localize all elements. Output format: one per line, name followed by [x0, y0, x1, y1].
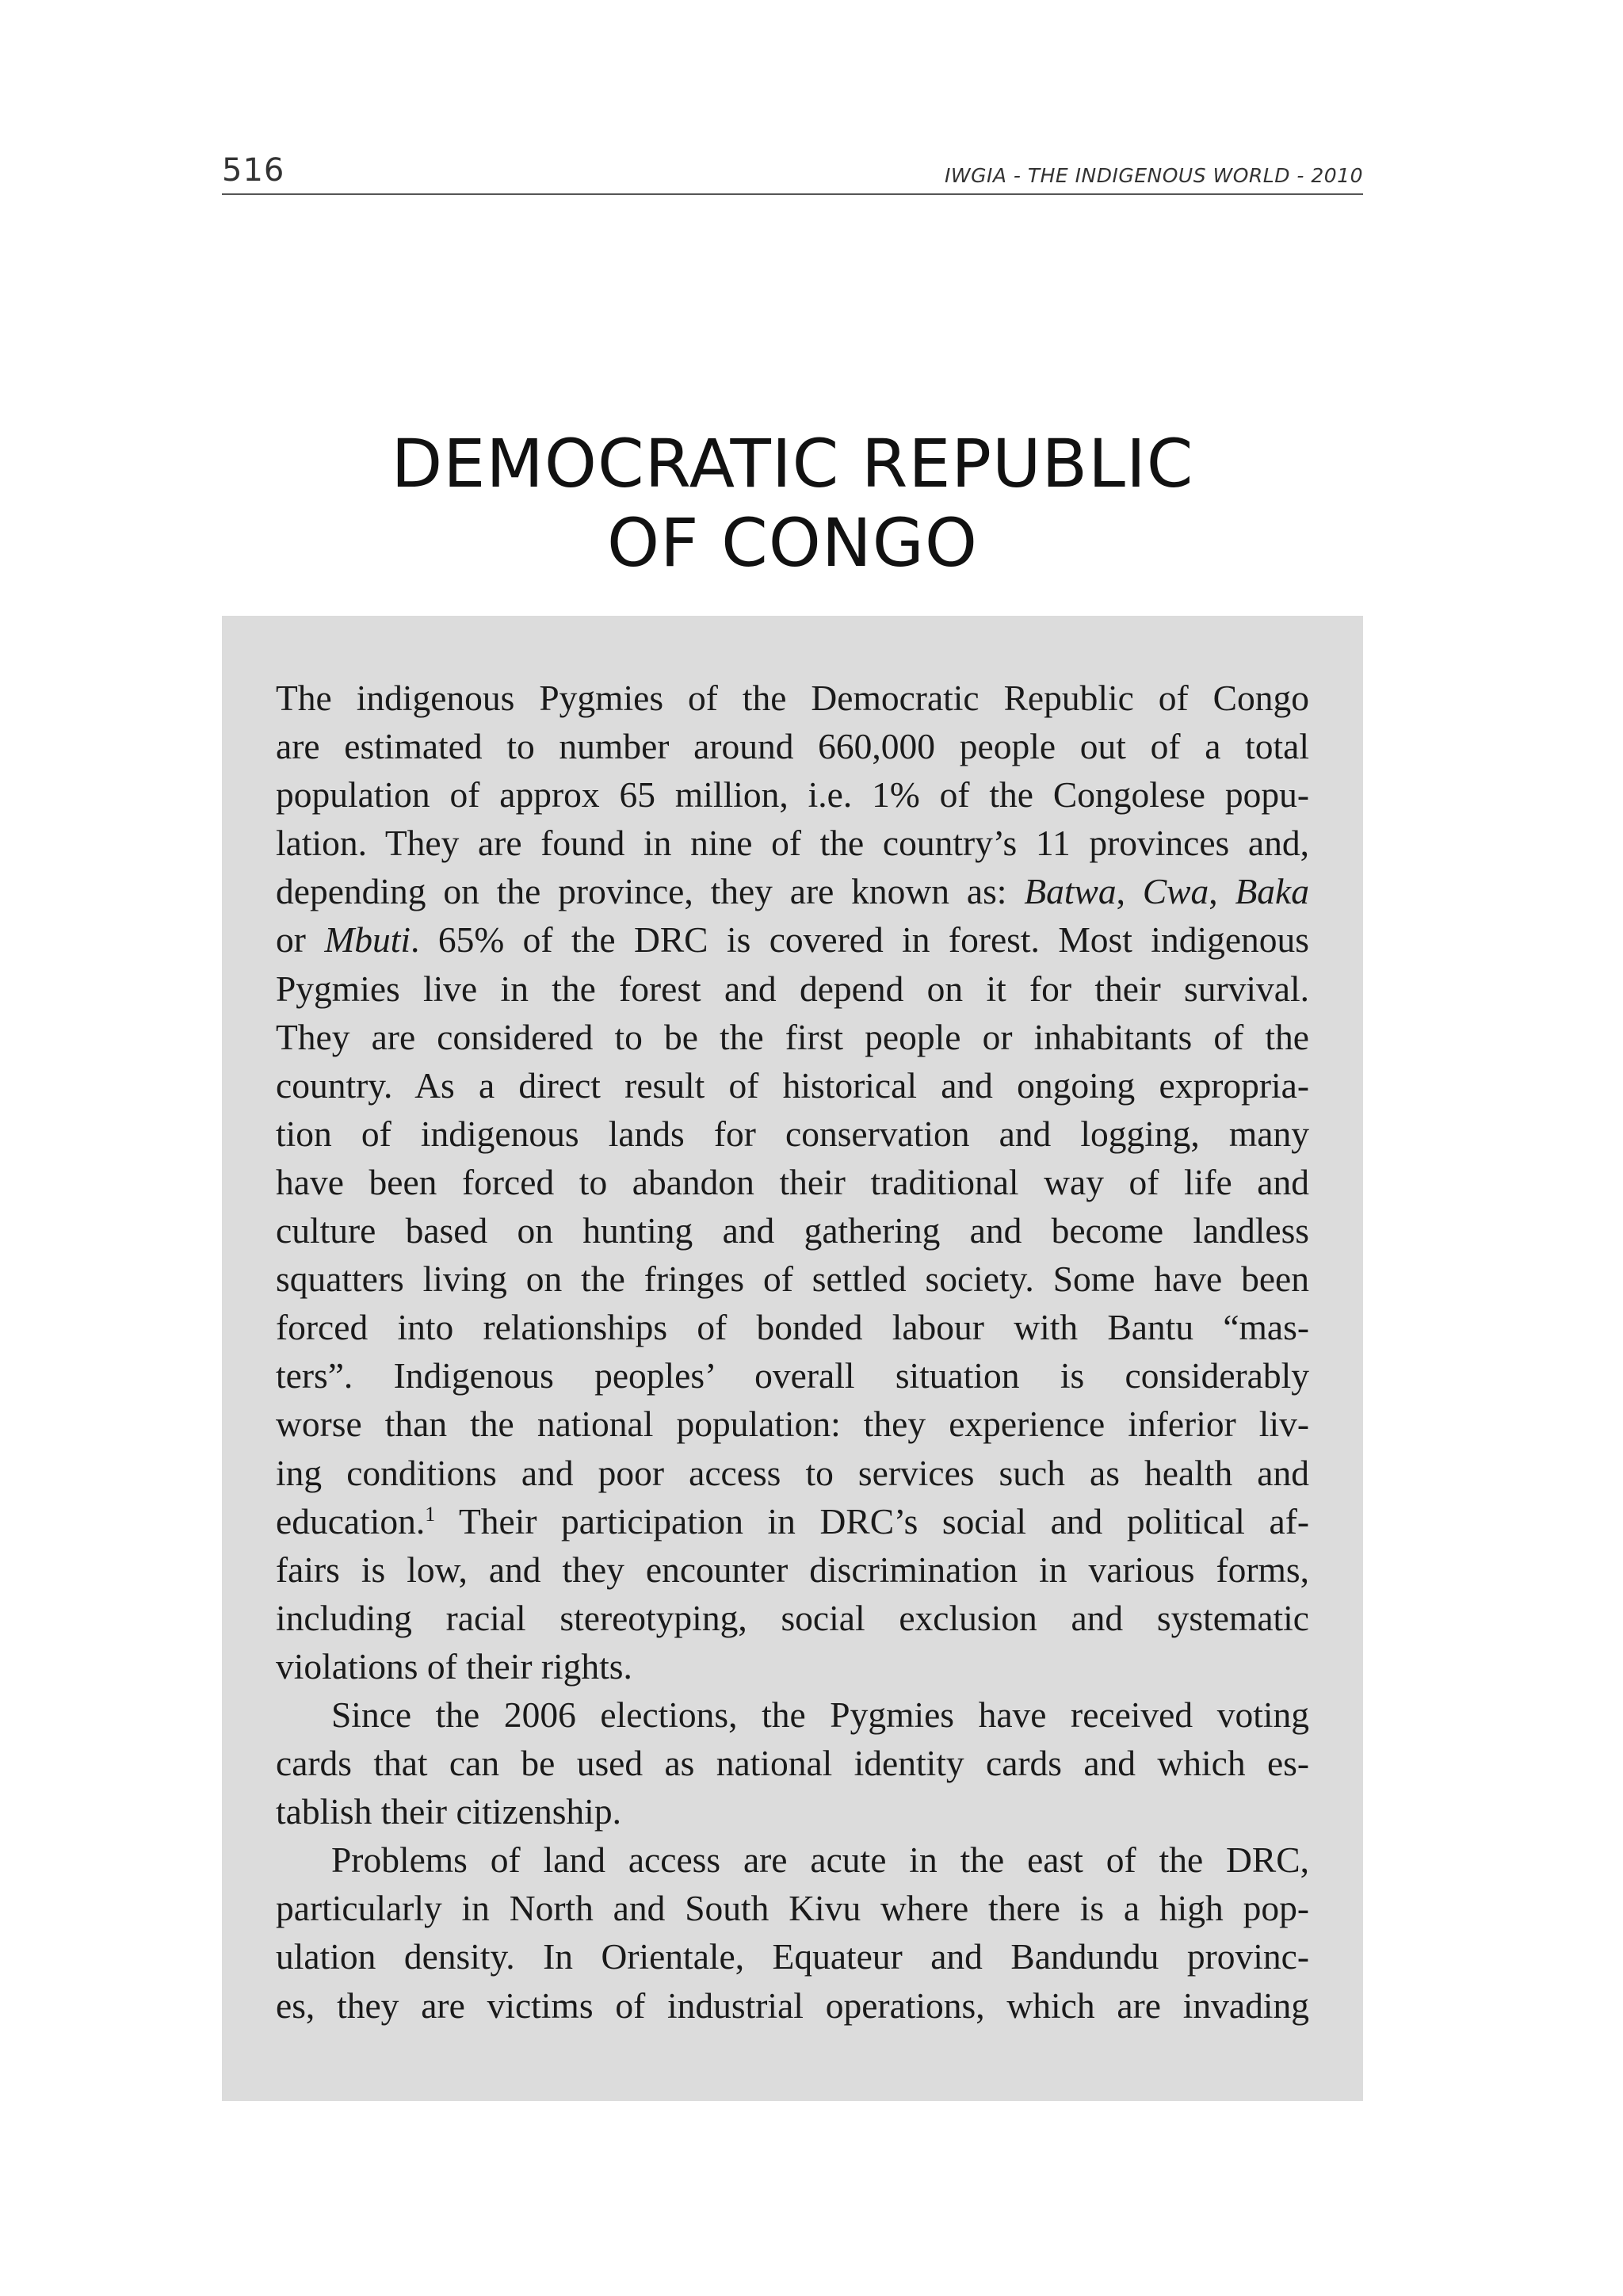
text-line: country. As a direct result of historical and ongoing expropria-	[276, 1064, 1309, 1106]
text-run: education.	[276, 1500, 426, 1541]
text-line	[276, 915, 1309, 964]
text-line: fairs is low, and they encounter discrimination in various forms,	[276, 1549, 1309, 1590]
text-run: ,	[1116, 871, 1143, 912]
text-line: particularly in North and South Kivu where there is a high pop-	[276, 1888, 1309, 1929]
chapter-title	[222, 424, 1363, 583]
text-run: or	[276, 919, 325, 961]
text-line: ing conditions and poor access to services such as health and	[276, 1452, 1309, 1493]
text-line: culture based on hunting and gathering and become landless	[276, 1210, 1309, 1251]
paragraph-3	[276, 1836, 1309, 2029]
text-line: tion of indigenous lands for conservation and logging, many	[276, 1113, 1309, 1154]
term-mbuti: Mbuti	[324, 919, 411, 961]
text-line: They are considered to be the first people or inhabitants of the	[276, 1016, 1309, 1057]
summary-box	[222, 616, 1363, 2101]
term-baka: Baka	[1235, 871, 1310, 912]
text-line: tablish their citizenship.	[276, 1791, 621, 1832]
text-line: Since the 2006 elections, the Pygmies have received voting	[331, 1694, 1309, 1735]
text-run: Their participation in DRC’s social and political af-	[435, 1500, 1309, 1541]
paragraph-2	[276, 1690, 1309, 1836]
text-line: worse than the national population: they experience inferior liv-	[276, 1404, 1309, 1445]
text-line	[276, 867, 1309, 915]
text-run: . 65% of the DRC is covered in forest. Most indigenous	[411, 919, 1309, 961]
text-line: ters”. Indigenous peoples’ overall situation is considerably	[276, 1355, 1309, 1396]
text-line: have been forced to abandon their traditional way of life and	[276, 1161, 1309, 1202]
text-line: es, they are victims of industrial operations, which are invading	[276, 1985, 1309, 2026]
text-line: are estimated to number around 660,000 people out of a total	[276, 726, 1309, 767]
text-line: population of approx 65 million, i.e. 1% of the Congolese popu-	[276, 774, 1309, 816]
paragraph-1	[276, 674, 1309, 1690]
footnote-marker: 1	[425, 1502, 436, 1526]
text-line: Pygmies live in the forest and depend on it for their survival.	[276, 968, 1309, 1009]
running-header	[222, 151, 1363, 195]
text-line	[276, 1497, 1309, 1545]
term-cwa: Cwa	[1142, 871, 1209, 912]
text-line: squatters living on the fringes of settled society. Some have been	[276, 1259, 1309, 1300]
chapter-title-line-2: OF CONGO	[607, 504, 978, 582]
running-title: IWGIA - THE INDIGENOUS WORLD - 2010	[944, 164, 1363, 187]
text-line: including racial stereotyping, social exclusion and systematic	[276, 1597, 1309, 1638]
text-run: depending on the province, they are known as:	[276, 871, 1025, 912]
summary-text	[276, 674, 1309, 2030]
text-line: ulation density. In Orientale, Equateur and Bandundu provinc-	[276, 1936, 1309, 1977]
text-line: cards that can be used as national identity cards and which es-	[276, 1743, 1309, 1784]
text-line: forced into relationships of bonded labour with Bantu “mas-	[276, 1307, 1309, 1348]
text-line: lation. They are found in nine of the country’s 11 provinces and,	[276, 823, 1309, 864]
text-line: Problems of land access are acute in the east of the DRC,	[331, 1839, 1309, 1881]
text-line: The indigenous Pygmies of the Democratic Republic of Congo	[276, 678, 1309, 718]
term-batwa: Batwa	[1024, 871, 1117, 912]
text-line: violations of their rights.	[276, 1645, 632, 1687]
chapter-title-line-1: DEMOCRATIC REPUBLIC	[391, 425, 1194, 502]
page-number: 516	[222, 152, 285, 189]
text-run: ,	[1209, 871, 1235, 912]
